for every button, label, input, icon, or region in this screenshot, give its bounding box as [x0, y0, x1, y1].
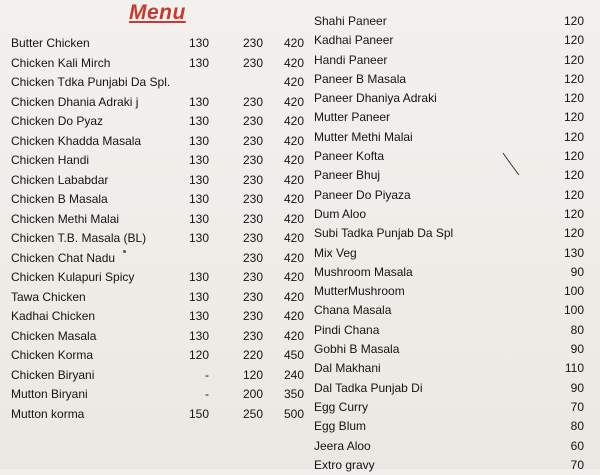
- price-full: 420: [283, 270, 304, 284]
- menu-item-row: [314, 89, 586, 108]
- menu-item-row: [11, 54, 304, 74]
- menu-item-row: [314, 398, 586, 417]
- menu-item-row: [314, 263, 586, 282]
- price-full: 240: [283, 367, 304, 382]
- price-full: 450: [283, 348, 304, 362]
- item-name: Handi Paneer: [314, 52, 388, 67]
- price-full: 420: [283, 114, 304, 128]
- item-price: 120: [563, 14, 584, 28]
- item-name: Chicken Methi Malai: [11, 211, 120, 226]
- price-half: 230: [242, 250, 263, 265]
- price-quarter: 130: [188, 231, 209, 245]
- item-price: 120: [563, 71, 584, 86]
- item-name: Egg Curry: [314, 399, 369, 414]
- item-name: Chicken Chat Nadu: [11, 250, 116, 265]
- item-name: Butter Chicken: [11, 36, 90, 50]
- menu-item-row: [11, 268, 304, 288]
- price-quarter: 130: [188, 192, 209, 206]
- menu-item-row: [11, 405, 304, 425]
- price-half: 230: [242, 211, 263, 226]
- item-price: 120: [563, 129, 584, 144]
- item-name: Mix Veg: [314, 245, 357, 260]
- price-half: 230: [242, 328, 263, 343]
- price-full: 420: [283, 289, 304, 304]
- price-quarter: 130: [188, 94, 209, 109]
- menu-item-row: [314, 301, 586, 320]
- item-name: Dum Aloo: [314, 206, 367, 221]
- item-price: 120: [563, 149, 584, 164]
- menu-item-row: [314, 379, 586, 398]
- item-name: Jeera Aloo: [314, 438, 371, 453]
- menu-item-row: [11, 307, 304, 327]
- price-quarter: 130: [188, 289, 209, 304]
- item-name: Chana Masala: [314, 303, 392, 318]
- price-half: 200: [242, 387, 263, 401]
- item-name: Chicken Khadda Masala: [11, 133, 142, 148]
- price-quarter: 130: [188, 211, 209, 226]
- item-name: Gobhi B Masala: [314, 342, 400, 357]
- price-full: 420: [283, 75, 304, 89]
- item-price: 60: [570, 438, 584, 453]
- price-full: 420: [283, 55, 304, 70]
- item-name: Shahi Paneer: [314, 14, 387, 28]
- menu-item-row: [314, 417, 586, 436]
- item-name: Paneer Dhaniya Adraki: [314, 91, 437, 106]
- price-quarter: 130: [188, 172, 209, 187]
- price-quarter: 130: [188, 309, 209, 323]
- menu-item-row: [314, 70, 586, 89]
- item-name: Chicken Kali Mirch: [11, 55, 111, 70]
- item-name: Kadhai Chicken: [11, 309, 96, 323]
- price-full: 420: [283, 250, 304, 265]
- item-name: Chicken Do Pyaz: [11, 114, 104, 128]
- price-quarter: 150: [188, 406, 209, 421]
- price-quarter: 130: [188, 153, 209, 167]
- item-name: Dal Tadka Punjab Di: [314, 380, 423, 395]
- price-quarter: 130: [188, 36, 209, 50]
- item-price: 100: [563, 303, 584, 318]
- menu-item-row: [11, 171, 304, 191]
- item-name: Dal Makhani: [314, 361, 381, 376]
- menu-item-row: [314, 186, 586, 205]
- menu-item-row: [11, 385, 304, 405]
- item-name: Chicken Handi: [11, 153, 90, 167]
- menu-item-row: [11, 327, 304, 347]
- item-name: Chicken B Masala: [11, 192, 108, 206]
- price-half: 230: [242, 192, 263, 206]
- menu-item-row: [11, 112, 304, 132]
- item-price: 120: [563, 52, 584, 67]
- price-full: 420: [283, 231, 304, 245]
- item-price: 90: [570, 264, 584, 279]
- item-name: Pindi Chana: [314, 322, 380, 337]
- item-price: 90: [570, 380, 584, 395]
- item-name: Tawa Chicken: [11, 289, 86, 304]
- item-price: 70: [570, 399, 584, 414]
- menu-item-row: [314, 51, 586, 70]
- item-price: 100: [563, 284, 584, 299]
- item-name: Mutter Methi Malai: [314, 129, 413, 144]
- menu-item-row: [314, 205, 586, 224]
- price-full: 420: [283, 172, 304, 187]
- price-half: 230: [242, 153, 263, 167]
- item-name: Mutton Biryani: [11, 387, 88, 401]
- item-price: 120: [563, 168, 584, 183]
- price-quarter: 130: [188, 55, 209, 70]
- item-price: 110: [564, 361, 584, 376]
- item-name: Subi Tadka Punjab Da Spl: [314, 226, 454, 241]
- price-half: 230: [242, 289, 263, 304]
- item-name: Egg Blum: [314, 419, 367, 434]
- price-quarter: 130: [188, 133, 209, 148]
- item-name: Paneer Bhuj: [314, 168, 381, 183]
- item-price: 120: [563, 187, 584, 202]
- price-full: 420: [283, 36, 304, 50]
- item-name: Extro gravy: [314, 457, 375, 472]
- price-half: 230: [242, 36, 263, 50]
- price-full: 420: [283, 153, 304, 167]
- price-half: 230: [242, 133, 263, 148]
- price-quarter: 130: [188, 114, 209, 128]
- menu-item-row: [314, 282, 586, 301]
- item-price: 120: [563, 33, 584, 48]
- item-price: 120: [563, 110, 584, 125]
- price-full: 420: [283, 94, 304, 109]
- menu-item-row: [11, 229, 304, 249]
- price-half: 230: [242, 172, 263, 187]
- item-price: 120: [563, 226, 584, 241]
- item-name: Chicken Lababdar: [11, 172, 109, 187]
- menu-item-row: [314, 108, 586, 127]
- menu-item-row: [11, 93, 304, 113]
- price-quarter: -: [205, 367, 209, 382]
- item-price: 120: [563, 206, 584, 221]
- menu-item-row: [314, 224, 586, 243]
- price-quarter: -: [205, 387, 209, 401]
- menu-item-row: [11, 288, 304, 308]
- menu-item-row: [314, 244, 586, 263]
- price-full: 420: [283, 133, 304, 148]
- item-name: Mushroom Masala: [314, 264, 413, 279]
- item-price: 70: [570, 457, 584, 472]
- item-price: 80: [570, 322, 584, 337]
- menu-item-row: [314, 166, 586, 185]
- menu-item-row: [11, 151, 304, 171]
- price-quarter: 120: [188, 348, 209, 362]
- item-name: Chicken Tdka Punjabi Da Spl.: [11, 75, 171, 89]
- menu-item-row: [11, 132, 304, 152]
- price-full: 420: [283, 211, 304, 226]
- price-half: 220: [242, 348, 263, 362]
- item-name: Mutton korma: [11, 406, 85, 421]
- veg-column: [314, 12, 586, 475]
- menu-item-row: [11, 190, 304, 210]
- item-name: Chicken Kulapuri Spicy: [11, 270, 135, 284]
- price-full: 500: [283, 406, 304, 421]
- item-price: 130: [563, 245, 584, 260]
- menu-item-row: [314, 437, 586, 456]
- menu-item-row: [11, 34, 304, 54]
- item-name: Paneer B Masala: [314, 71, 407, 86]
- item-name: Chicken Korma: [11, 348, 94, 362]
- menu-item-row: [11, 346, 304, 366]
- price-full: 420: [283, 328, 304, 343]
- item-name: Paneer Do Piyaza: [314, 187, 411, 202]
- item-name: Chicken T.B. Masala (BL): [11, 231, 147, 245]
- price-half: 230: [242, 94, 263, 109]
- item-name: Chicken Biryani: [11, 367, 95, 382]
- ink-speck: [123, 250, 126, 253]
- price-half: 230: [242, 231, 263, 245]
- item-price: 120: [563, 91, 584, 106]
- item-name: Kadhai Paneer: [314, 33, 394, 48]
- price-half: 120: [242, 367, 263, 382]
- price-half: 230: [242, 270, 263, 284]
- price-half: 250: [242, 406, 263, 421]
- menu-item-row: [314, 147, 586, 166]
- item-name: Mutter Paneer: [314, 110, 391, 125]
- price-full: 420: [283, 309, 304, 323]
- item-price: 80: [570, 419, 584, 434]
- menu-item-row: [314, 340, 586, 359]
- menu-item-row: [314, 31, 586, 50]
- menu-item-row: [314, 128, 586, 147]
- price-half: 230: [242, 114, 263, 128]
- price-half: 230: [242, 309, 263, 323]
- menu-title: Menu: [129, 1, 186, 24]
- menu-item-row: [11, 366, 304, 386]
- price-quarter: 130: [188, 328, 209, 343]
- menu-item-row: [314, 321, 586, 340]
- non-veg-column: [11, 34, 304, 424]
- menu-item-row: [11, 249, 304, 269]
- menu-item-row: [314, 12, 586, 31]
- menu-item-row: [314, 456, 586, 475]
- menu-item-row: [314, 359, 586, 378]
- pen-stroke-mark: [502, 152, 520, 176]
- item-name: MutterMushroom: [314, 284, 405, 299]
- menu-item-row: [11, 73, 304, 93]
- item-name: Paneer Kofta: [314, 149, 385, 164]
- price-full: 350: [283, 387, 304, 401]
- price-half: 230: [242, 55, 263, 70]
- item-name: Chicken Dhania Adraki j: [11, 94, 139, 109]
- item-name: Chicken Masala: [11, 328, 97, 343]
- price-quarter: 130: [188, 270, 209, 284]
- item-price: 90: [570, 342, 584, 357]
- price-full: 420: [283, 192, 304, 206]
- menu-item-row: [11, 210, 304, 230]
